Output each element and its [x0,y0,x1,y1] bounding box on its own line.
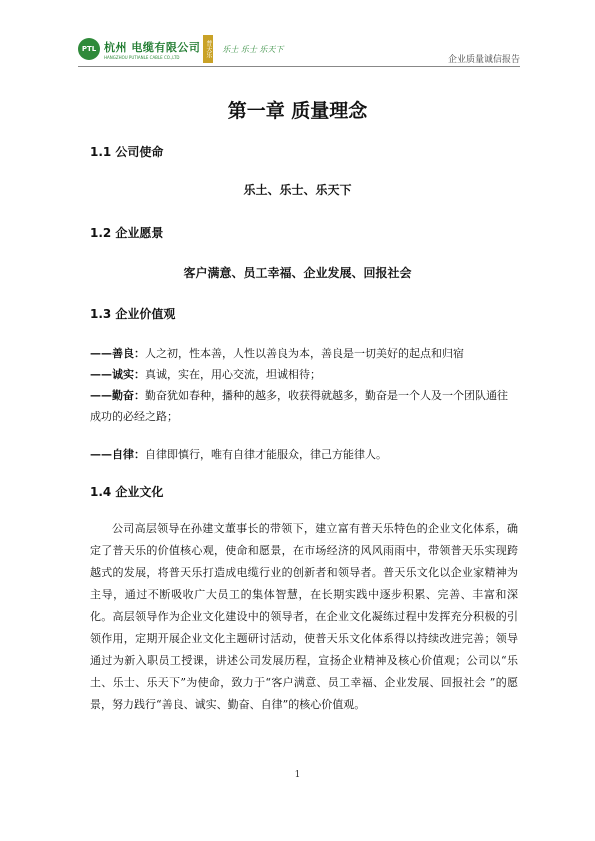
header-rule [78,66,520,67]
heading-values: 1.3 企业价值观 [90,307,176,321]
page-header [78,32,520,66]
logo-slogan: 乐土 乐士 乐天下 [222,44,284,54]
heading-mission: 1.1 公司使命 [90,145,164,159]
document-title: 企业质量诚信报告 [447,55,520,65]
value-item [90,343,510,364]
logo-seal: 普天乐 [203,35,213,63]
value-item [90,385,510,427]
vision-text: 客户满意、员工幸福、企业发展、回报社会 [183,266,412,280]
value-desc: 人之初，性本善，人性以善良为本，善良是一切美好的起点和归宿 [145,347,464,360]
value-desc: 真诚，实在，用心交流，坦诚相待； [145,368,321,381]
value-term: ——诚实： [90,368,145,381]
heading-culture: 1.4 企业文化 [90,485,164,499]
value-desc: 自律即慎行，唯有自律才能服众，律己方能律人。 [145,448,387,461]
value-item [90,364,510,385]
heading-vision: 1.2 企业愿景 [90,226,164,240]
logo-company-name: 杭州 电缆有限公司 [104,40,201,54]
value-term: ——善良： [90,347,145,360]
culture-paragraph: 公司高层领导在孙建文董事长的带领下，建立富有普天乐特色的企业文化体系，确定了普天乐的价值核心观，使命和愿景，在市场经济的风风雨雨中，带领普天乐实现跨越式的发展，将普天乐打造成电缆行业的创新者和领导者。普天乐文化以企业家精神为主导，通过不断吸收广大员工的集体智慧，在长期实践中逐步积累、完善、丰富和深化。高层领导作为企业文化建设中的领导者，在企业文化凝练过程中发挥充分积极的引领作用，定期开展企业文化主题研讨活动，使普天乐文化体系得以持续改进完善；领导通过为新入职员工授课，讲述公司发展历程，宣扬企业精神及核心价值观；公司以“乐土、乐士、乐天下”为使命，致力于“客户满意、员工幸福、企业发展、回报社会 ”的愿景，努力践行“善良、诚实、勤奋、自律”的核心价值观。 [90,522,518,711]
value-desc: 勤奋犹如春种，播种的越多，收获得就越多，勤奋是一个人及一个团队通往成功的必经之路； [90,389,508,423]
company-logo [78,32,283,66]
chapter-title: 第一章 质量理念 [227,100,368,122]
logo-mark: PTL [78,38,100,60]
mission-text: 乐土、乐士、乐天下 [243,183,352,197]
value-term: ——勤奋： [90,389,145,402]
value-item [90,444,510,465]
value-term: ——自律： [90,448,145,461]
page-number: 1 [294,770,301,780]
logo-english-name: HANGZHOU PUTIANLE CABLE CO.,LTD [104,54,180,60]
